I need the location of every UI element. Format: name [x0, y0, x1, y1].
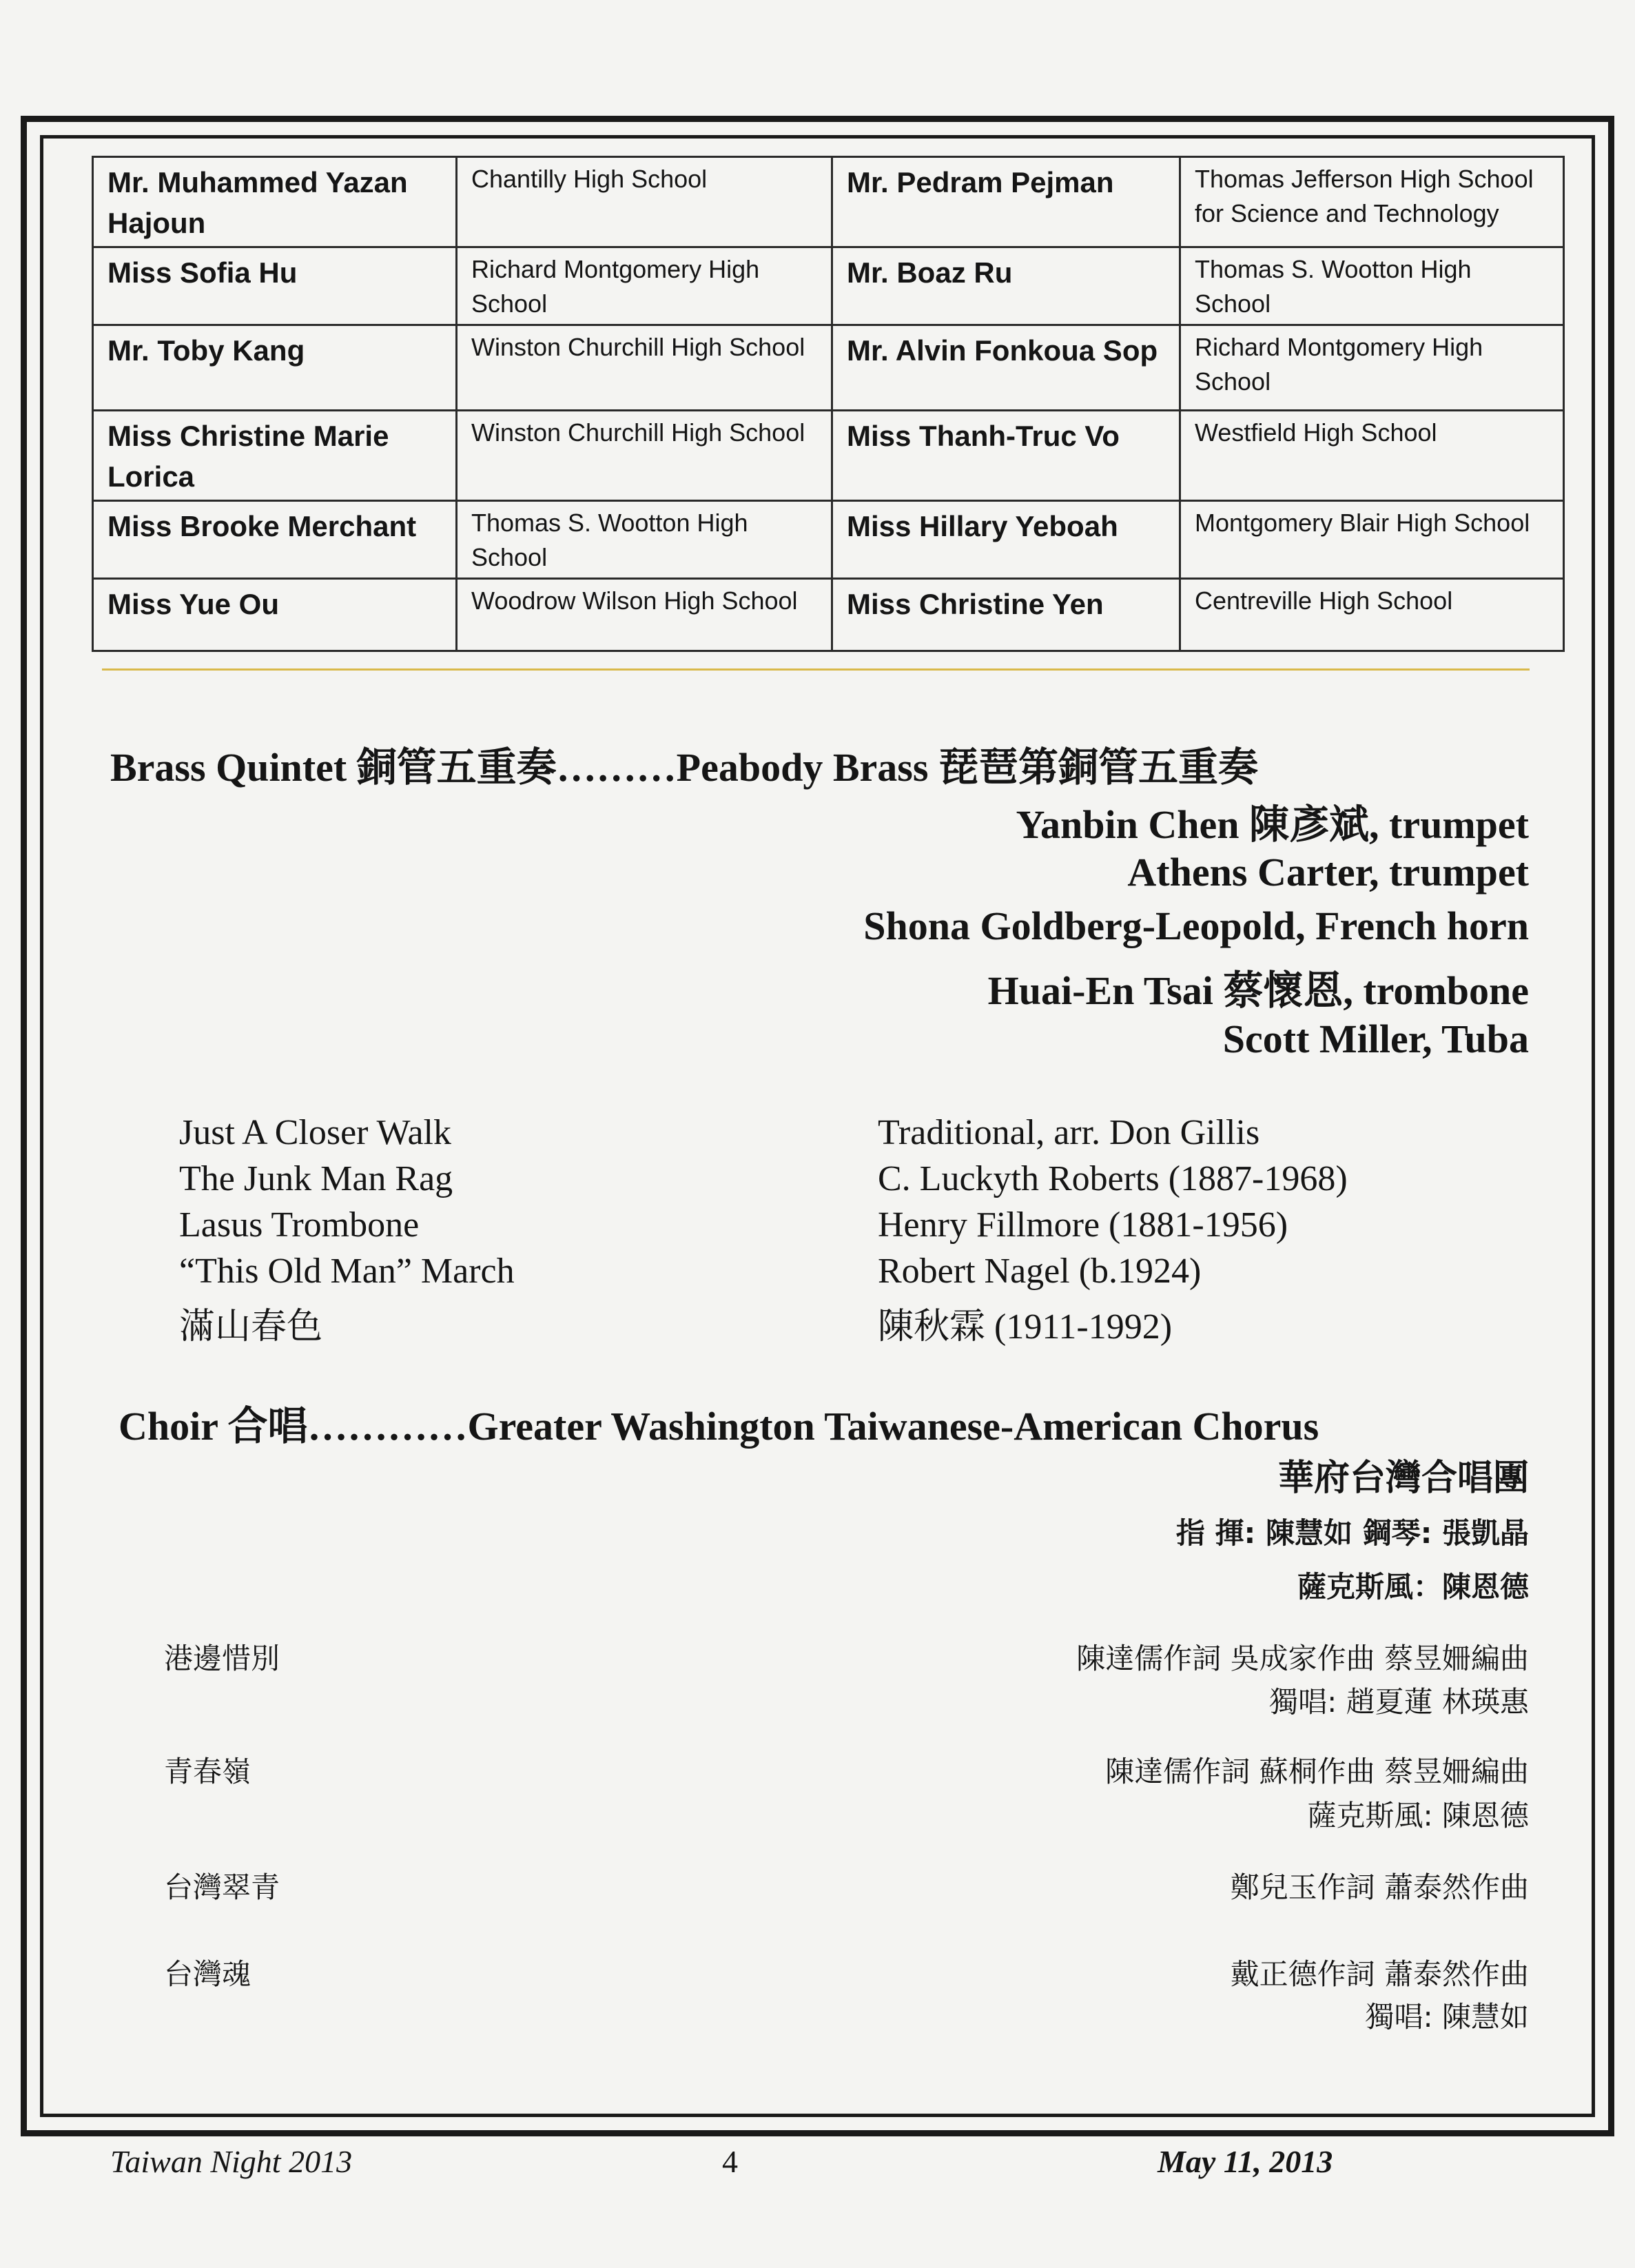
song-credits: 戴正德作詞 蕭泰然作曲: [1230, 1957, 1529, 1991]
student-name: Miss Yue Ou: [93, 579, 457, 651]
choir-chinese-name: 華府台灣合唱團: [1277, 1458, 1529, 1499]
brass-member: Yanbin Chen 陳彥斌, trumpet: [1016, 802, 1529, 847]
student-name: Mr. Toby Kang: [93, 325, 457, 411]
footer-event-name: Taiwan Night 2013: [110, 2144, 353, 2179]
piece-title: Lasus Trombone: [179, 1205, 420, 1245]
song-title: 港邊惜別: [164, 1642, 280, 1675]
song-credits: 陳達儒作詞 蘇桐作曲 蔡昱姍編曲: [1105, 1755, 1529, 1788]
section-divider: [102, 668, 1530, 671]
student-name: Mr. Boaz Ru: [832, 247, 1180, 325]
footer-date: May 11, 2013: [1158, 2144, 1333, 2179]
song-credits: 鄭兒玉作詞 蕭泰然作曲: [1230, 1870, 1529, 1904]
choir-conductor-piano: 指 揮: 陳慧如 鋼琴: 張凱晶: [1175, 1516, 1529, 1550]
song-title: 台灣翠青: [164, 1870, 280, 1904]
song-soloist: 獨唱: 陳慧如: [1365, 2000, 1529, 2034]
piece-composer: Henry Fillmore (1881-1956): [878, 1205, 1288, 1245]
song-saxophone: 薩克斯風: 陳恩德: [1307, 1799, 1529, 1832]
brass-member: Scott Miller, Tuba: [1222, 1016, 1529, 1061]
table-row: [93, 411, 1564, 501]
piece-composer: Robert Nagel (b.1924): [878, 1252, 1202, 1291]
brass-member: Huai-En Tsai 蔡懷恩, trombone: [987, 968, 1529, 1013]
scholarship-table: [92, 156, 1565, 652]
page-number: 4: [722, 2144, 738, 2179]
song-soloists: 獨唱: 趙夏蓮 林瑛惠: [1269, 1685, 1529, 1719]
table-row: [93, 325, 1564, 411]
student-name: Miss Thanh-Truc Vo: [832, 411, 1180, 501]
school-name: Richard Montgomery High School: [457, 247, 832, 325]
school-name: Chantilly High School: [457, 157, 832, 247]
school-name: Woodrow Wilson High School: [457, 579, 832, 651]
school-name: Thomas Jefferson High School for Science and Technology: [1180, 157, 1564, 247]
student-name: Miss Hillary Yeboah: [832, 501, 1180, 579]
choir-heading: Choir 合唱…………Greater Washington Taiwanese-American Chorus: [119, 1404, 1319, 1449]
table-row: [93, 501, 1564, 579]
piece-composer: C. Luckyth Roberts (1887-1968): [878, 1159, 1348, 1198]
school-name: Winston Churchill High School: [457, 411, 832, 501]
piece-title: 滿山春色: [179, 1307, 323, 1347]
piece-composer: 陳秋霖 (1911-1992): [878, 1307, 1173, 1347]
piece-composer: Traditional, arr. Don Gillis: [878, 1113, 1260, 1152]
student-name: Mr. Alvin Fonkoua Sop: [832, 325, 1180, 411]
school-name: Richard Montgomery High School: [1180, 325, 1564, 411]
student-name: Miss Christine Marie Lorica: [93, 411, 457, 501]
student-name: Miss Sofia Hu: [93, 247, 457, 325]
table-row: [93, 157, 1564, 247]
choir-saxophone: 薩克斯風：陳恩德: [1297, 1570, 1529, 1604]
school-name: Thomas S. Wootton High School: [1180, 247, 1564, 325]
student-name: Miss Christine Yen: [832, 579, 1180, 651]
student-name: Mr. Muhammed Yazan Hajoun: [93, 157, 457, 247]
school-name: Thomas S. Wootton High School: [457, 501, 832, 579]
song-title: 青春嶺: [164, 1755, 251, 1788]
song-credits: 陳達儒作詞 吳成家作曲 蔡昱姍編曲: [1076, 1642, 1529, 1675]
piece-title: Just A Closer Walk: [179, 1113, 452, 1152]
school-name: Winston Churchill High School: [457, 325, 832, 411]
student-name: Miss Brooke Merchant: [93, 501, 457, 579]
brass-heading: Brass Quintet 銅管五重奏………Peabody Brass 琵琶第銅管五重奏: [110, 745, 1258, 790]
table-row: [93, 247, 1564, 325]
school-name: Montgomery Blair High School: [1180, 501, 1564, 579]
brass-member: Shona Goldberg-Leopold, French horn: [863, 903, 1529, 948]
student-name: Mr. Pedram Pejman: [832, 157, 1180, 247]
brass-member: Athens Carter, trumpet: [1127, 850, 1529, 895]
school-name: Centreville High School: [1180, 579, 1564, 651]
song-title: 台灣魂: [164, 1957, 251, 1991]
piece-title: “This Old Man” March: [179, 1252, 515, 1291]
table-row: [93, 579, 1564, 651]
school-name: Westfield High School: [1180, 411, 1564, 501]
piece-title: The Junk Man Rag: [179, 1159, 453, 1198]
